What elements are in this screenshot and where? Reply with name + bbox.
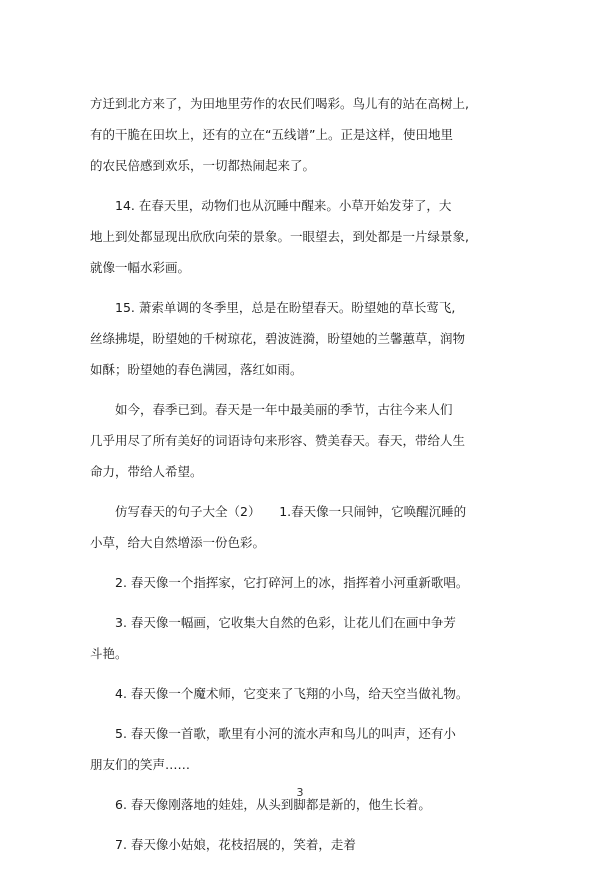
text-line: 2. 春天像一个指挥家，它打碎河上的冰，指挥着小河重新歌唱。 <box>115 575 469 590</box>
text-line: 命力，带给人希望。 <box>90 464 203 479</box>
paragraph-item-7 <box>90 829 510 860</box>
text-line: 小草，给大自然增添一份色彩。 <box>90 535 266 550</box>
text-line: 朋友们的笑声…… <box>90 757 191 772</box>
text-line: 地上到处都显现出欣欣向荣的景象。一眼望去，到处都是一片绿景象, <box>90 229 469 244</box>
text-line: 斗艳。 <box>90 646 128 661</box>
paragraph-section-2 <box>90 496 510 558</box>
paragraph-item-3 <box>90 607 510 669</box>
paragraph-15 <box>90 292 510 385</box>
text-line: 就像一幅水彩画。 <box>90 260 191 275</box>
paragraph-item-5 <box>90 718 510 780</box>
text-line: 如今，春季已到。春天是一年中最美丽的季节，古往今来人们 <box>115 402 453 417</box>
text-line: 方迁到北方来了，为田地里劳作的农民们喝彩。鸟儿有的站在高树上, <box>90 96 469 111</box>
text-line: 如酥；盼望她的春色满园，落红如雨。 <box>90 362 303 377</box>
text-line: 15. 萧索单调的冬季里，总是在盼望春天。盼望她的草长莺飞, <box>115 300 456 315</box>
text-line: 的农民倍感到欢乐，一切都热闹起来了。 <box>90 158 316 173</box>
paragraph-continued <box>90 88 510 181</box>
text-line: 几乎用尽了所有美好的词语诗句来形容、赞美春天。春天，带给人生 <box>90 433 466 448</box>
page-number: 3 <box>296 786 304 799</box>
paragraph-14 <box>90 190 510 283</box>
text-line: 有的干脆在田坎上，还有的立在“五线谱”上。正是这样，使田地里 <box>90 127 453 142</box>
text-line: 7. 春天像小姑娘，花枝招展的，笑着，走着 <box>115 837 356 852</box>
text-line: 丝绦拂堤，盼望她的千树琼花，碧波涟漪，盼望她的兰馨蕙草，润物 <box>90 331 466 346</box>
text-line: 4. 春天像一个魔术师，它变来了飞翔的小鸟，给天空当做礼物。 <box>115 686 469 701</box>
text-line: 3. 春天像一幅画，它收集大自然的色彩，让花儿们在画中争芳 <box>115 615 456 630</box>
paragraph-item-4 <box>90 678 510 709</box>
paragraph-spring-arrived <box>90 394 510 487</box>
text-line: 6. 春天像刚落地的娃娃，从头到脚都是新的，他生长着。 <box>115 797 431 812</box>
text-line: 14. 在春天里，动物们也从沉睡中醒来。小草开始发芽了，大 <box>115 198 452 213</box>
text-line: 5. 春天像一首歌，歌里有小河的流水声和鸟儿的叫声，还有小 <box>115 726 456 741</box>
document-body <box>90 88 510 869</box>
paragraph-item-2 <box>90 567 510 598</box>
text-line: 仿写春天的句子大全（2） 1.春天像一只闹钟，它唤醒沉睡的 <box>115 504 467 519</box>
